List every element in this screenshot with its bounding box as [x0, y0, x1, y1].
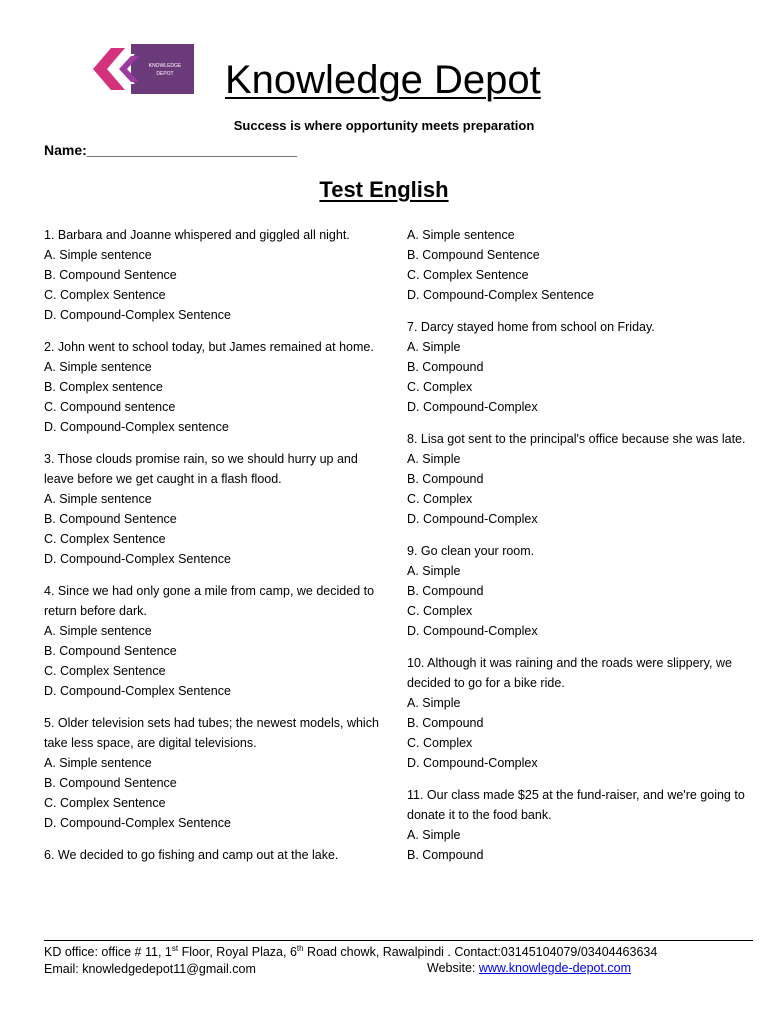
answer-option: C. Complex Sentence	[44, 532, 166, 546]
website-label: Website:	[427, 961, 479, 975]
question-block	[44, 581, 389, 701]
answer-option: D. Compound-Complex Sentence	[44, 552, 231, 566]
question-block	[407, 785, 752, 865]
question-block	[44, 337, 389, 437]
answer-option: C. Complex Sentence	[44, 664, 166, 678]
answer-option: D. Compound-Complex	[407, 400, 538, 414]
answer-option: A. Simple	[407, 696, 461, 710]
question-text: 7. Darcy stayed home from school on Friday.	[407, 320, 655, 334]
office-text-2: Floor, Royal Plaza, 6	[178, 945, 297, 959]
left-question-column	[44, 225, 389, 877]
logo-graphic	[91, 44, 194, 94]
question-text: 6. We decided to go fishing and camp out at the lake.	[44, 848, 339, 862]
answer-option: D. Compound-Complex sentence	[44, 420, 229, 434]
logo-purple-panel	[131, 44, 194, 94]
question-block	[407, 541, 752, 641]
answer-option: C. Complex	[407, 380, 473, 394]
question-block	[407, 225, 752, 305]
question-text: 11. Our class made $25 at the fund-raiser, and we're going to donate it to the food bank.	[407, 788, 745, 822]
question-block	[407, 429, 752, 529]
question-block	[407, 653, 752, 773]
tagline: Success is where opportunity meets preparation	[233, 118, 535, 133]
office-text-3: Road chowk, Rawalpindi . Contact:03145104079/03404463634	[303, 945, 658, 959]
question-block	[44, 225, 389, 325]
answer-option: A. Simple	[407, 564, 461, 578]
logo-text-2: DEPOT	[156, 71, 174, 77]
answer-option: C. Complex Sentence	[44, 288, 166, 302]
answer-option: C. Complex	[407, 492, 473, 506]
answer-option: D. Compound-Complex Sentence	[44, 816, 231, 830]
answer-option: A. Simple	[407, 452, 461, 466]
question-text: 8. Lisa got sent to the principal's office because she was late.	[407, 432, 746, 446]
answer-option: B. Compound	[407, 584, 484, 598]
question-text: 3. Those clouds promise rain, so we should hurry up and leave before we get caught in a flash flood.	[44, 452, 358, 486]
question-block	[44, 449, 389, 569]
answer-option: D. Compound-Complex	[407, 512, 538, 526]
question-block	[44, 845, 389, 865]
answer-option: C. Complex	[407, 736, 473, 750]
question-text: 4. Since we had only gone a mile from camp, we decided to return before dark.	[44, 584, 375, 618]
answer-option: B. Compound	[407, 360, 484, 374]
question-block	[407, 317, 752, 417]
answer-option: C. Complex Sentence	[44, 796, 166, 810]
answer-option: C. Complex	[407, 604, 473, 618]
answer-option: A. Simple	[407, 828, 461, 842]
answer-option: C. Compound sentence	[44, 400, 176, 414]
right-question-column	[407, 225, 752, 877]
answer-option: A. Simple	[407, 340, 461, 354]
footer-office	[44, 944, 657, 960]
footer-email: Email: knowledgedepot11@gmail.com	[44, 962, 256, 976]
answer-option: B. Compound	[407, 472, 484, 486]
answer-option: B. Compound Sentence	[44, 512, 177, 526]
office-sup-2: th	[296, 943, 304, 953]
footer-divider	[44, 940, 753, 941]
answer-option: B. Compound Sentence	[44, 268, 177, 282]
answer-option: D. Compound-Complex Sentence	[407, 288, 594, 302]
answer-option: D. Compound-Complex Sentence	[44, 308, 231, 322]
answer-option: A. Simple sentence	[44, 360, 152, 374]
answer-option: B. Compound Sentence	[44, 644, 177, 658]
question-text: 10. Although it was raining and the roads were slippery, we decided to go for a bike ride.	[407, 656, 732, 690]
name-field-label: Name:___________________________	[44, 142, 298, 158]
answer-option: A. Simple sentence	[44, 492, 152, 506]
answer-option: B. Compound Sentence	[407, 248, 540, 262]
question-text: 2. John went to school today, but James remained at home.	[44, 340, 374, 354]
office-text-1: KD office: office # 11, 1	[44, 945, 172, 959]
answer-option: D. Compound-Complex	[407, 756, 538, 770]
answer-option: B. Complex sentence	[44, 380, 163, 394]
answer-option: D. Compound-Complex Sentence	[44, 684, 231, 698]
logo-text-1: KNOWLEDGE	[148, 63, 182, 69]
office-sup-1: st	[171, 943, 179, 953]
question-block	[44, 713, 389, 833]
answer-option: C. Complex Sentence	[407, 268, 529, 282]
answer-option: B. Compound	[407, 716, 484, 730]
question-text: 1. Barbara and Joanne whispered and giggled all night.	[44, 228, 350, 242]
answer-option: A. Simple sentence	[44, 756, 152, 770]
question-text: 9. Go clean your room.	[407, 544, 535, 558]
answer-option: B. Compound	[407, 848, 484, 862]
answer-option: A. Simple sentence	[44, 248, 152, 262]
website-link[interactable]: www.knowlegde-depot.com	[478, 961, 632, 975]
answer-option: D. Compound-Complex	[407, 624, 538, 638]
answer-option: A. Simple sentence	[407, 228, 515, 242]
question-text: 5. Older television sets had tubes; the newest models, which take less space, are digital televisions.	[44, 716, 379, 750]
footer-website	[427, 961, 631, 975]
brand-title: Knowledge Depot	[225, 58, 541, 102]
logo	[91, 44, 194, 94]
test-title: Test English	[319, 177, 449, 202]
answer-option: A. Simple sentence	[44, 624, 152, 638]
answer-option: B. Compound Sentence	[44, 776, 177, 790]
